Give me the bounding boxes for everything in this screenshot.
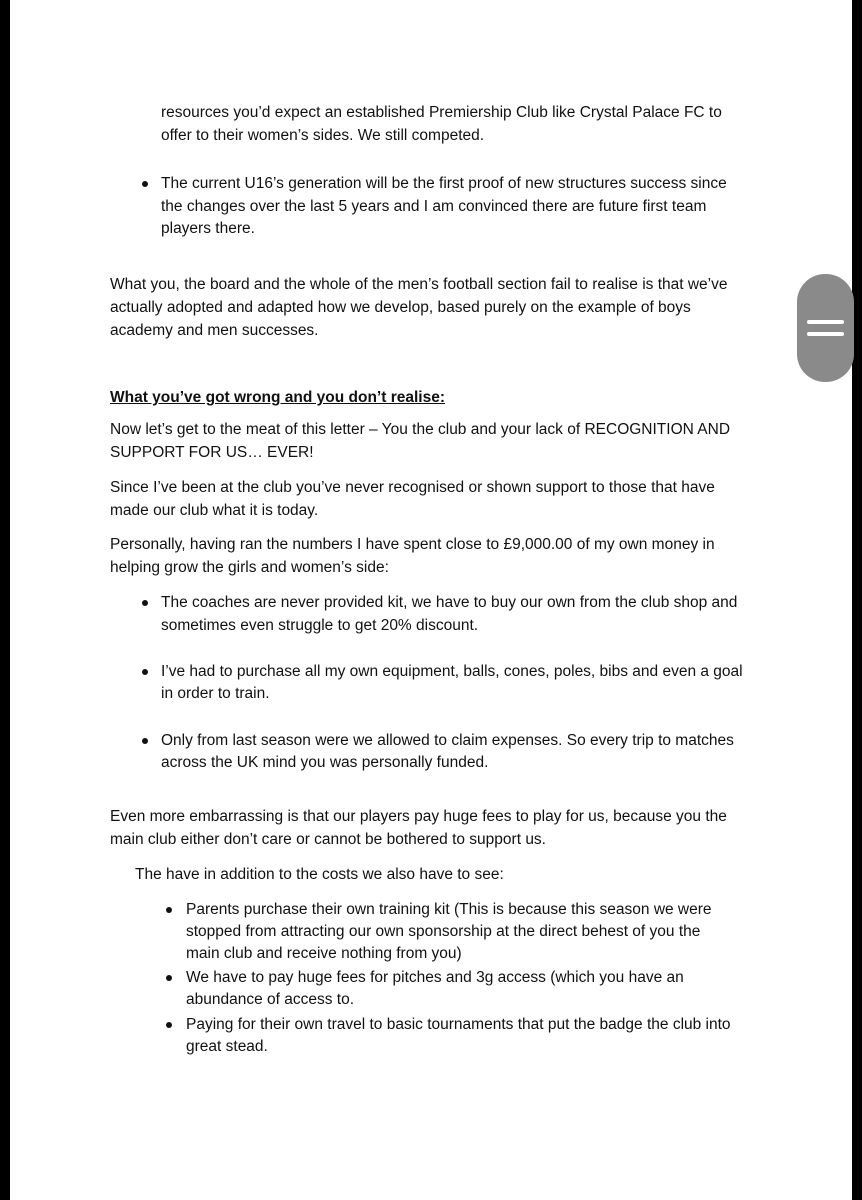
bullet-icon (166, 907, 172, 913)
paragraph-line: helping grow the girls and women’s side: (110, 559, 389, 576)
list-item-line: The coaches are never provided kit, we have to buy our own from the club shop and (161, 594, 738, 611)
bullet-icon (142, 600, 148, 606)
paragraph-line: Since I’ve been at the club you’ve never recognised or shown support to those that have (110, 479, 715, 496)
list-item-line: stopped from attracting our own sponsorship at the direct behest of you the (186, 923, 701, 940)
paragraph-line: academy and men successes. (110, 322, 319, 339)
paragraph-line: resources you’d expect an established Premiership Club like Crystal Palace FC to (161, 104, 722, 121)
paragraph-line: Personally, having ran the numbers I have spent close to £9,000.00 of my own money in (110, 536, 715, 553)
list-item-line: abundance of access to. (186, 991, 355, 1008)
document-page (10, 0, 852, 1200)
paragraph-line: The have in addition to the costs we also have to see: (135, 866, 504, 883)
list-item-line: across the UK mind you was personally funded. (161, 754, 489, 771)
paragraph-line: made our club what it is today. (110, 502, 319, 519)
list-item-line: Only from last season were we allowed to claim expenses. So every trip to matches (161, 732, 734, 749)
list-item-line: in order to train. (161, 685, 270, 702)
paragraph-line: SUPPORT FOR US… EVER! (110, 444, 314, 461)
bullet-icon (142, 181, 148, 187)
bullet-icon (142, 738, 148, 744)
scroll-handle[interactable] (797, 274, 854, 382)
list-item-line: the changes over the last 5 years and I am convinced there are future first team (161, 198, 707, 215)
paragraph-line: What you, the board and the whole of the men’s football section fail to realise is that we’ve (110, 276, 728, 293)
paragraph-line: actually adopted and adapted how we develop, based purely on the example of boys (110, 299, 691, 316)
bullet-icon (142, 669, 148, 675)
paragraph-line: Now let’s get to the meat of this letter – You the club and your lack of RECOGNITION AND (110, 421, 731, 438)
list-item-line: sometimes even struggle to get 20% discount. (161, 617, 479, 634)
list-item-line: We have to pay huge fees for pitches and 3g access (which you have an (186, 969, 684, 986)
list-item-line: Parents purchase their own training kit (This is because this season we were (186, 901, 712, 918)
paragraph-line: offer to their women’s sides. We still competed. (161, 127, 485, 144)
list-item-line: Paying for their own travel to basic tournaments that put the badge the club into (186, 1016, 731, 1033)
section-heading: What you’ve got wrong and you don’t realise: (110, 389, 445, 406)
list-item-line: I’ve had to purchase all my own equipment, balls, cones, poles, bibs and even a goal (161, 663, 743, 680)
bullet-icon (166, 1022, 172, 1028)
list-item-line: great stead. (186, 1038, 268, 1055)
list-item-line: players there. (161, 220, 255, 237)
list-item-line: main club and receive nothing from you) (186, 945, 462, 962)
list-item-line: The current U16’s generation will be the first proof of new structures success since (161, 175, 727, 192)
paragraph-line: Even more embarrassing is that our players pay huge fees to play for us, because you the (110, 808, 727, 825)
bullet-icon (166, 975, 172, 981)
paragraph-line: main club either don’t care or cannot be bothered to support us. (110, 831, 546, 848)
